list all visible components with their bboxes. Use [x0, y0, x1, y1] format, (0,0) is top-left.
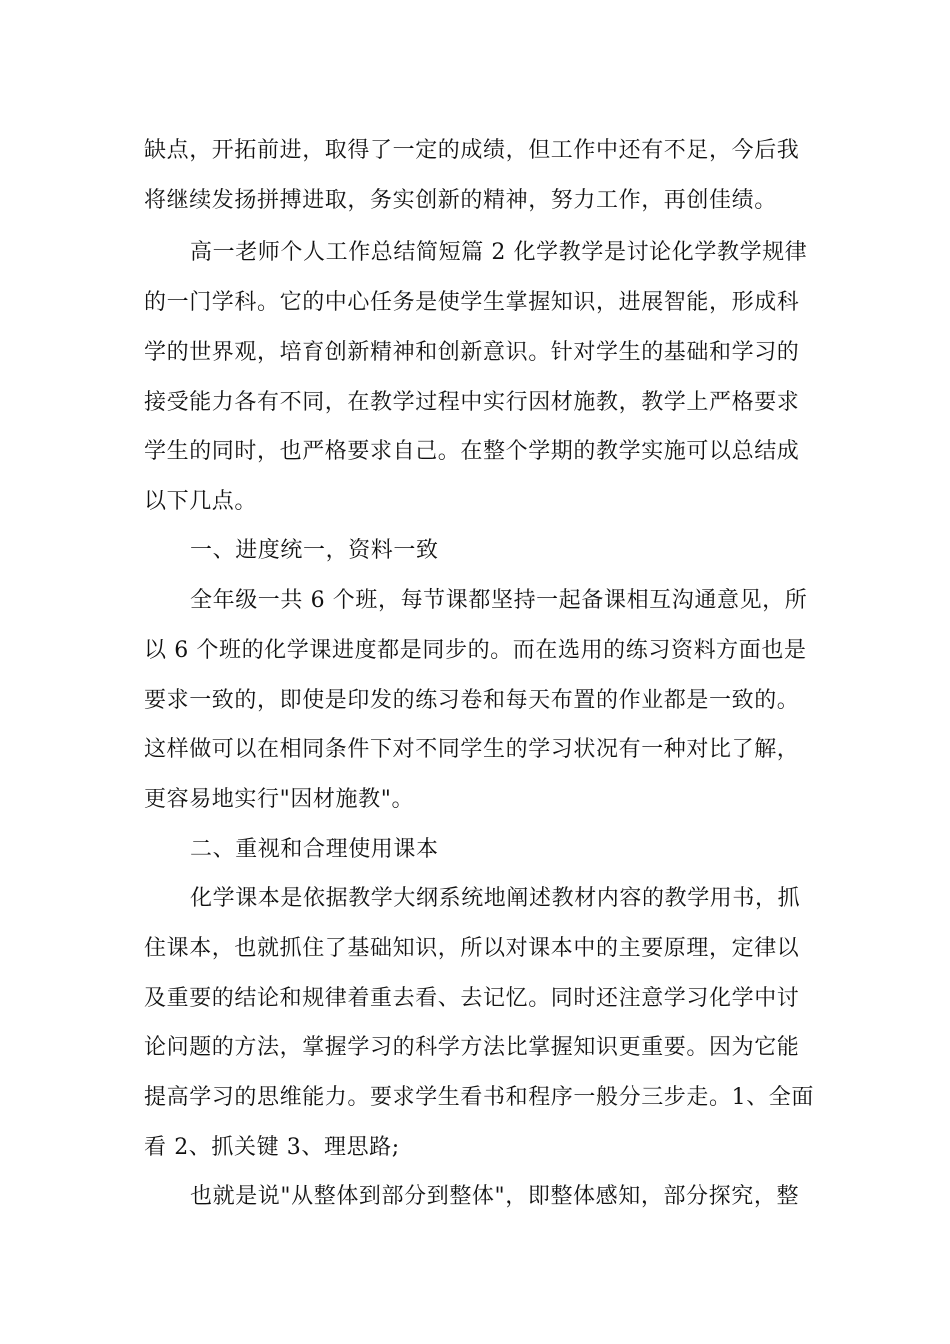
- text-line: 看 2、抓关键 3、理思路;: [144, 1135, 400, 1160]
- paragraph-start-line: 化学课本是依据教学大纲系统地阐述教材内容的教学用书，抓: [190, 886, 801, 911]
- text-line: 提高学习的思维能力。要求学生看书和程序一般分三步走。1、全面: [144, 1085, 814, 1110]
- section-heading: 二、重视和合理使用课本: [190, 837, 439, 862]
- text-line: 及重要的结论和规律着重去看、去记忆。同时还注意学习化学中讨: [144, 986, 800, 1011]
- text-line: 论问题的方法，掌握学习的科学方法比掌握知识更重要。因为它能: [144, 1035, 800, 1060]
- text-line: 要求一致的，即使是印发的练习卷和每天布置的作业都是一致的。: [144, 688, 800, 713]
- text-line: 以 6 个班的化学课进度都是同步的。而在选用的练习资料方面也是: [144, 638, 807, 663]
- paragraph-start-line: 高一老师个人工作总结简短篇 2 化学教学是讨论化学教学规律: [190, 240, 808, 265]
- text-line: 学生的同时，也严格要求自己。在整个学期的教学实施可以总结成: [144, 439, 800, 464]
- text-line: 住课本，也就抓住了基础知识，所以对课本中的主要原理，定律以: [144, 936, 800, 961]
- text-line: 缺点，开拓前进，取得了一定的成绩，但工作中还有不足，今后我: [144, 138, 800, 163]
- text-line: 以下几点。: [144, 489, 258, 514]
- paragraph-start-line: 全年级一共 6 个班，每节课都坚持一起备课相互沟通意见，所: [190, 588, 808, 613]
- text-line: 将继续发扬拼搏进取，务实创新的精神，努力工作，再创佳绩。: [144, 188, 777, 213]
- text-line: 的一门学科。它的中心任务是使学生掌握知识，进展智能，形成科: [144, 290, 800, 315]
- text-line: 这样做可以在相同条件下对不同学生的学习状况有一种对比了解，: [144, 737, 800, 762]
- text-line: 接受能力各有不同，在教学过程中实行因材施教，教学上严格要求: [144, 390, 800, 415]
- text-line: 更容易地实行"因材施教"。: [144, 787, 415, 812]
- text-line: 学的世界观，培育创新精神和创新意识。针对学生的基础和学习的: [144, 340, 800, 365]
- paragraph-start-line: 也就是说"从整体到部分到整体"，即整体感知，部分探究，整: [190, 1184, 800, 1209]
- section-heading: 一、进度统一，资料一致: [190, 538, 439, 563]
